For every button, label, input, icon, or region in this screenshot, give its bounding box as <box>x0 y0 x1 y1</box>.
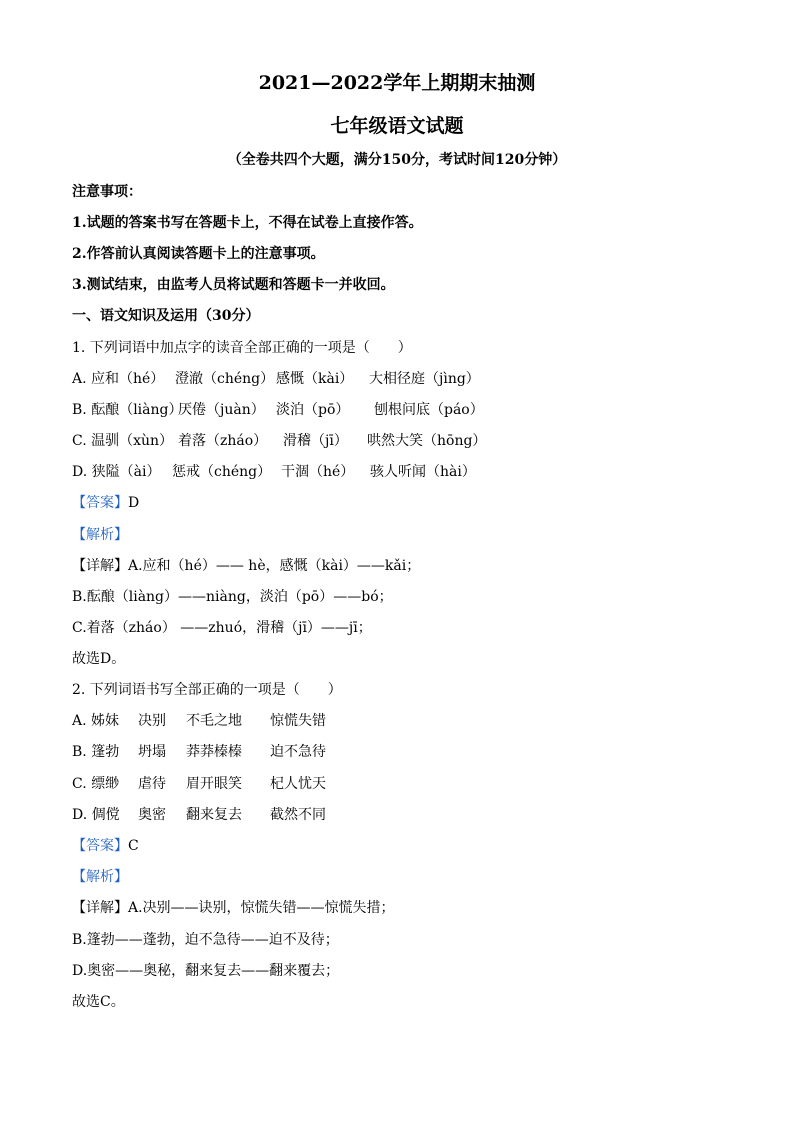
notice-item: 2.作答前认真阅读答题卡上的注意事项。 <box>72 246 325 262</box>
detail-line <box>72 556 420 576</box>
option-c-2: 着落（zháo） <box>178 433 268 449</box>
option-d-3: 翻来复去 <box>186 807 242 823</box>
option-a-2: 澄澈（chéng） <box>175 371 275 387</box>
option-b-4: 迫不急待 <box>270 744 326 760</box>
detail-text: D.奥密——奥秘，翻来复去——翻来覆去； <box>72 963 340 979</box>
option-a-3: 不毛之地 <box>186 713 242 729</box>
page-title: 2021—2022学年上期期末抽测 <box>258 72 536 94</box>
answer-tag: 【答案】 <box>72 495 128 511</box>
option-c-4: 哄然大笑（hōng） <box>367 433 487 449</box>
answer-line <box>72 493 139 513</box>
answer-tag: 【答案】 <box>72 838 128 854</box>
detail-text: C.着落（zháo） ——zhuó，滑稽（jī）——jī； <box>72 620 372 636</box>
answer-line <box>72 836 139 856</box>
question-stem: 1. 下列词语中加点字的读音全部正确的一项是（ ） <box>72 340 412 356</box>
option-c-2: 虐待 <box>138 776 166 792</box>
option-b-2: 坍塌 <box>138 744 166 760</box>
detail-text: B.篷勃——蓬勃，迫不急待——迫不及待； <box>72 932 339 948</box>
option-a-2: 决别 <box>138 713 166 729</box>
detail-text: A.决别——诀别，惊慌失错——惊慌失措； <box>128 900 395 916</box>
detail-line <box>72 898 395 918</box>
option-b-4: 刨根问底（páo） <box>374 402 484 418</box>
option-a-1: A. 姊妹 <box>72 713 120 729</box>
answer-value: D <box>128 495 140 511</box>
exam-note: （全卷共四个大题，满分150分，考试时间120分钟） <box>227 152 567 168</box>
option-c-1: C. 缥缈 <box>72 776 120 792</box>
detail-tag: 【详解】 <box>72 900 128 916</box>
option-d-2: 奥密 <box>138 807 166 823</box>
section-heading: 一、语文知识及运用（30分） <box>72 308 260 324</box>
option-b-1: B. 酝酿（liàng） <box>72 402 183 418</box>
option-a-4: 大相径庭（jìng） <box>369 371 480 387</box>
analysis-tag: 【解析】 <box>72 869 128 885</box>
option-a-1: A. 应和（hé） <box>72 371 165 387</box>
option-c-1: C. 温驯（xùn） <box>72 433 174 449</box>
page-subtitle: 七年级语文试题 <box>330 115 464 137</box>
option-b-3: 莽莽榛榛 <box>186 744 242 760</box>
option-a-3: 感慨（kài） <box>276 371 354 387</box>
option-d-4: 截然不同 <box>270 807 326 823</box>
option-c-3: 滑稽（jī） <box>283 433 348 449</box>
option-d-1: D. 狭隘（ài） <box>72 464 161 480</box>
answer-value: C <box>128 838 139 854</box>
option-c-4: 杞人忧天 <box>270 776 326 792</box>
option-b-1: B. 篷勃 <box>72 744 120 760</box>
notice-item: 1.试题的答案书写在答题卡上，不得在试卷上直接作答。 <box>72 215 423 231</box>
option-d-2: 惩戒（chéng） <box>172 464 272 480</box>
option-d-4: 骇人听闻（hài） <box>370 464 476 480</box>
detail-text: A.应和（hé）—— hè，感慨（kài）——kǎi； <box>128 558 421 574</box>
option-b-3: 淡泊（pō） <box>276 402 350 418</box>
conclusion: 故选D。 <box>72 651 126 667</box>
option-d-1: D. 倜傥 <box>72 807 120 823</box>
notice-item: 3.测试结束，由监考人员将试题和答题卡一并收回。 <box>72 277 395 293</box>
option-b-2: 厌倦（juàn） <box>178 402 265 418</box>
detail-text: B.酝酿（liàng）——niàng，淡泊（pō）——bó； <box>72 589 393 605</box>
question-stem: 2. 下列词语书写全部正确的一项是（ ） <box>72 682 342 698</box>
detail-tag: 【详解】 <box>72 558 128 574</box>
conclusion: 故选C。 <box>72 994 125 1010</box>
option-a-4: 惊慌失错 <box>270 713 326 729</box>
option-c-3: 眉开眼笑 <box>186 776 242 792</box>
notice-heading: 注意事项： <box>72 184 142 200</box>
option-d-3: 干涸（hé） <box>281 464 355 480</box>
analysis-tag: 【解析】 <box>72 527 128 543</box>
